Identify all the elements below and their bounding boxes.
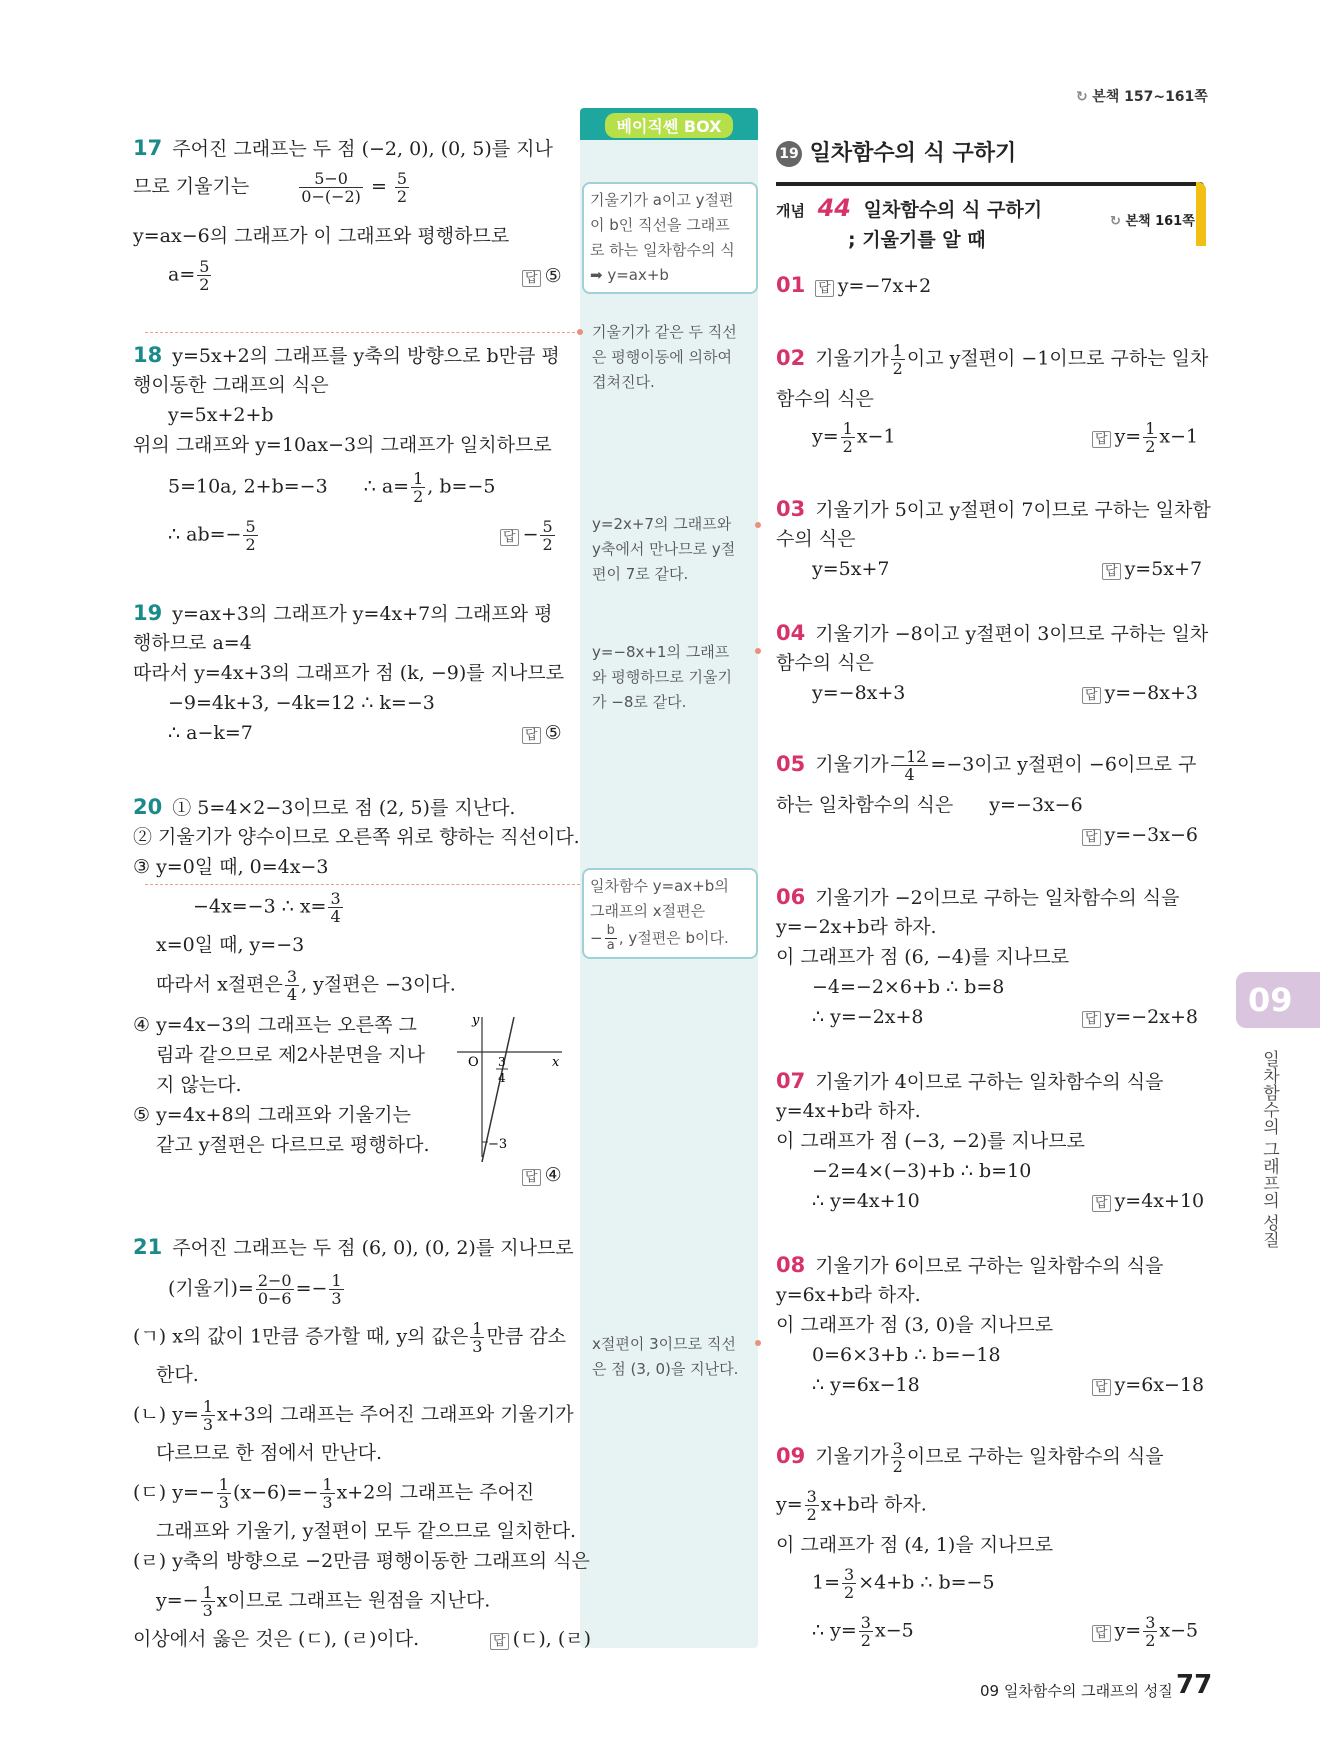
p21-line3: (ㄱ) x의 값이 1만큼 증가할 때, y의 값은 $\frac{1}{3}$ 만큼 감소 bbox=[133, 1319, 566, 1356]
p21-line11: 이상에서 옳은 것은 (ㄷ), (ㄹ)이다. bbox=[133, 1628, 420, 1650]
p03-answer: 답 y=5x+7 bbox=[1102, 554, 1202, 587]
p09-line2: y= $\frac{3}{2}$ x+b라 하자. bbox=[776, 1487, 927, 1524]
p06-line5: ∴ y=−2x+8 bbox=[812, 1006, 924, 1028]
p09-line5: ∴ y= $\frac{3}{2}$ x−5 bbox=[812, 1613, 914, 1650]
x-intercept-num: 3 bbox=[498, 1055, 506, 1069]
answer-box-icon: 답 bbox=[1092, 1625, 1111, 1642]
answer-box-icon: 답 bbox=[522, 270, 541, 287]
p02-line2: 함수의 식은 bbox=[776, 388, 874, 410]
answer-box-icon: 답 bbox=[490, 1633, 509, 1650]
refresh-icon: ↻ bbox=[1076, 89, 1088, 105]
p20-line5: x=0일 때, y=−3 bbox=[156, 934, 305, 956]
problem-04: 04 기울기가 −8이고 y절편이 3이므로 구하는 일차 bbox=[776, 621, 1209, 645]
p21-line8: 그래프와 기울기, y절편이 모두 같으므로 일치한다. bbox=[156, 1520, 577, 1542]
p18-line3: y=5x+2+b bbox=[168, 404, 274, 426]
p09-line4: 1= $\frac{3}{2}$ ×4+b ∴ b=−5 bbox=[812, 1565, 995, 1602]
problem-17: 17 주어진 그래프는 두 점 (−2, 0), (0, 5)를 지나 bbox=[133, 136, 553, 160]
problem-09: 09 기울기가 $\frac{3}{2}$ 이므로 구하는 일차함수의 식을 bbox=[776, 1439, 1164, 1476]
basic-box-note-2: 일차함수 y=ax+b의 그래프의 x절편은 − $\frac{b}{a}$ , y절편은 b이다. bbox=[582, 868, 758, 959]
concept-subtitle: ; 기울기를 알 때 bbox=[848, 229, 986, 251]
p20-graph bbox=[452, 1012, 572, 1162]
p08-answer: 답 y=6x−18 bbox=[1092, 1370, 1204, 1403]
p04-line3: y=−8x+3 bbox=[812, 682, 906, 704]
answer-box-icon: 답 bbox=[1092, 1195, 1111, 1212]
p20-line3: ③ y=0일 때, 0=4x−3 bbox=[133, 856, 329, 878]
p03-line3: y=5x+7 bbox=[812, 558, 890, 580]
p07-line2: y=4x+b라 하자. bbox=[776, 1100, 921, 1122]
p21-line9: (ㄹ) y축의 방향으로 −2만큼 평행이동한 그래프의 식은 bbox=[133, 1550, 590, 1572]
side-note-parallel: 기울기가 같은 두 직선 은 평행이동에 의하여 겹쳐진다. bbox=[592, 323, 737, 391]
page-number: 77 bbox=[1176, 1670, 1213, 1700]
p06-line2: y=−2x+b라 하자. bbox=[776, 916, 937, 938]
answer-box-icon: 답 bbox=[1082, 687, 1101, 704]
p20-answer: 답 ④ bbox=[522, 1160, 562, 1193]
answer-box-icon: 답 bbox=[522, 727, 541, 744]
p20-line9: 지 않는다. bbox=[156, 1074, 242, 1096]
problem-01: 01 답 y=−7x+2 bbox=[776, 273, 932, 297]
p02-answer: 답 y= $\frac{1}{2}$ x−1 bbox=[1092, 420, 1198, 455]
p08-line5: ∴ y=6x−18 bbox=[812, 1374, 920, 1396]
section-title: 19 일차함수의 식 구하기 bbox=[776, 136, 1016, 167]
p20-line4: −4x=−3 ∴ x= $\frac{3}{4}$ bbox=[193, 889, 341, 926]
basic-box-note-1: 기울기가 a이고 y절편 이 b인 직선을 그래프 로 하는 일차함수의 식 ➡ y=ax+b bbox=[582, 182, 758, 294]
p17-line2: 므로 기울기는 $\frac{5-0}{0-(-2)}$ = $\frac{5}{2}$ bbox=[133, 169, 408, 206]
side-note-x-intercept: x절편이 3이므로 직선 은 점 (3, 0)을 지난다. bbox=[592, 1335, 739, 1378]
p04-answer: 답 y=−8x+3 bbox=[1082, 678, 1198, 711]
note-dot bbox=[755, 1340, 761, 1346]
note-connector bbox=[145, 884, 580, 885]
p05-line2: 하는 일차함수의 식은 y=−3x−6 bbox=[776, 794, 1083, 816]
p08-line4: 0=6×3+b ∴ b=−18 bbox=[812, 1344, 1001, 1366]
problem-08: 08 기울기가 6이므로 구하는 일차함수의 식을 bbox=[776, 1253, 1164, 1277]
p18-answer: 답 − $\frac{5}{2}$ bbox=[500, 518, 557, 553]
p19-line2: 행하므로 a=4 bbox=[133, 632, 252, 654]
problem-06: 06 기울기가 −2이므로 구하는 일차함수의 식을 bbox=[776, 885, 1180, 909]
p20-line7: ④ y=4x−3의 그래프는 오른쪽 그 bbox=[133, 1014, 417, 1036]
section-number-badge: 19 bbox=[776, 141, 802, 167]
origin-label: O bbox=[468, 1055, 479, 1070]
p20-line11: 같고 y절편은 다르므로 평행하다. bbox=[156, 1134, 430, 1156]
answer-box-icon: 답 bbox=[1092, 431, 1111, 448]
p07-line3: 이 그래프가 점 (−3, −2)를 지나므로 bbox=[776, 1130, 1085, 1152]
fraction: $\frac{5}{2}$ bbox=[396, 169, 408, 206]
p21-line5: (ㄴ) y= $\frac{1}{3}$ x+3의 그래프는 주어진 그래프와 기울기가 bbox=[133, 1397, 574, 1434]
p07-line5: ∴ y=4x+10 bbox=[812, 1190, 920, 1212]
x-intercept-den: 4 bbox=[498, 1071, 506, 1085]
note-dot bbox=[755, 522, 761, 528]
p21-line7: (ㄷ) y=− $\frac{1}{3}$ (x−6)=− $\frac{1}{3}$ x+2의 그래프는 주어진 bbox=[133, 1475, 535, 1512]
basic-box-title: 베이직쎈 BOX bbox=[580, 108, 758, 140]
problem-21: 21 주어진 그래프는 두 점 (6, 0), (0, 2)를 지나므로 bbox=[133, 1235, 574, 1259]
p19-answer: 답 ⑤ bbox=[522, 718, 562, 751]
p18-line5: 5=10a, 2+b=−3 ∴ a= $\frac{1}{2}$ , b=−5 bbox=[168, 469, 496, 506]
p06-answer: 답 y=−2x+8 bbox=[1082, 1002, 1198, 1035]
p19-line3: 따라서 y=4x+3의 그래프가 점 (k, −9)를 지나므로 bbox=[133, 662, 565, 684]
x-label: x bbox=[552, 1055, 560, 1070]
p19-line4: −9=4k+3, −4k=12 ∴ k=−3 bbox=[168, 692, 435, 714]
answer-box-icon: 답 bbox=[500, 529, 519, 546]
concept-bar-accent bbox=[1196, 182, 1206, 246]
note-connector bbox=[145, 332, 580, 333]
answer-box-icon: 답 bbox=[815, 280, 834, 297]
note-dot bbox=[755, 648, 761, 654]
fraction: $\frac{5-0}{0-(-2)}$ bbox=[301, 169, 361, 206]
p19-line5: ∴ a−k=7 bbox=[168, 722, 253, 744]
concept-ref: ↻ 본책 161쪽 bbox=[1110, 214, 1195, 229]
p09-answer: 답 y= $\frac{3}{2}$ x−5 bbox=[1092, 1614, 1198, 1649]
answer-box-icon: 답 bbox=[522, 1169, 541, 1186]
p20-line6: 따라서 x절편은 $\frac{3}{4}$ , y절편은 −3이다. bbox=[156, 967, 456, 1004]
problem-20: 20 ① 5=4×2−3이므로 점 (2, 5)를 지난다. bbox=[133, 795, 516, 819]
p18-line2: 행이동한 그래프의 식은 bbox=[133, 374, 329, 396]
p20-line10: ⑤ y=4x+8의 그래프와 기울기는 bbox=[133, 1104, 411, 1126]
concept-bar bbox=[776, 182, 1204, 186]
answer-box-icon: 답 bbox=[1082, 1011, 1101, 1028]
p21-answer: 답 (ㄷ), (ㄹ) bbox=[490, 1624, 591, 1657]
p17-line4: a= $\frac{5}{2}$ bbox=[168, 257, 210, 294]
answer-box-icon: 답 bbox=[1102, 563, 1121, 580]
p21-line6: 다르므로 한 점에서 만난다. bbox=[156, 1442, 383, 1464]
problem-19: 19 y=ax+3의 그래프가 y=4x+7의 그래프와 평 bbox=[133, 601, 553, 625]
p07-line4: −2=4×(−3)+b ∴ b=10 bbox=[812, 1160, 1032, 1182]
answer-box-icon: 답 bbox=[1092, 1379, 1111, 1396]
side-note-y-intercept: y=2x+7의 그래프와 y축에서 만나므로 y절 편이 7로 같다. bbox=[592, 515, 736, 583]
side-note-slope: y=−8x+1의 그래프 와 평행하므로 기울기 가 −8로 같다. bbox=[592, 643, 732, 711]
p04-line2: 함수의 식은 bbox=[776, 652, 874, 674]
answer-box-icon: 답 bbox=[1082, 829, 1101, 846]
p20-line2: ② 기울기가 양수이므로 오른쪽 위로 향하는 직선이다. bbox=[133, 826, 580, 848]
p08-line2: y=6x+b라 하자. bbox=[776, 1284, 921, 1306]
p21-line10: y=− $\frac{1}{3}$ x이므로 그래프는 원점을 지난다. bbox=[156, 1583, 491, 1620]
y-label: y bbox=[472, 1013, 480, 1028]
p09-line3: 이 그래프가 점 (4, 1)을 지나므로 bbox=[776, 1534, 1054, 1556]
p17-answer: 답 ⑤ bbox=[522, 261, 562, 294]
footer-chapter: 09 일차함수의 그래프의 성질 bbox=[980, 1682, 1173, 1700]
p20-line8: 림과 같으므로 제2사분면을 지나 bbox=[156, 1044, 425, 1066]
concept-header: 개념 44 일차함수의 식 구하기 bbox=[776, 194, 1043, 222]
p18-line6: ∴ ab=− $\frac{5}{2}$ bbox=[168, 517, 256, 554]
chapter-tab-label: 일차함수의 그래프의 성질 bbox=[1259, 1050, 1279, 1248]
refresh-icon: ↻ bbox=[1110, 214, 1121, 229]
chapter-tab[interactable]: 09 bbox=[1236, 972, 1320, 1028]
problem-05: 05 기울기가 $\frac{-12}{4}$ =−3이고 y절편이 −6이므로 구 bbox=[776, 747, 1197, 784]
p18-line4: 위의 그래프와 y=10ax−3의 그래프가 일치하므로 bbox=[133, 434, 552, 456]
p06-line3: 이 그래프가 점 (6, −4)를 지나므로 bbox=[776, 946, 1070, 968]
p06-line4: −4=−2×6+b ∴ b=8 bbox=[812, 976, 1005, 998]
note-dot bbox=[577, 329, 583, 335]
p21-line4: 한다. bbox=[156, 1364, 199, 1386]
header-ref: ↻ 본책 157~161쪽 bbox=[1076, 89, 1208, 105]
p08-line3: 이 그래프가 점 (3, 0)을 지나므로 bbox=[776, 1314, 1054, 1336]
p02-line3: y= $\frac{1}{2}$ x−1 bbox=[812, 419, 896, 456]
problem-07: 07 기울기가 4이므로 구하는 일차함수의 식을 bbox=[776, 1069, 1164, 1093]
y-intercept-label: −3 bbox=[488, 1137, 508, 1152]
p17-line3: y=ax−6의 그래프가 이 그래프와 평행하므로 bbox=[133, 225, 510, 247]
problem-18: 18 y=5x+2의 그래프를 y축의 방향으로 b만큼 평 bbox=[133, 343, 560, 367]
problem-02: 02 기울기가 $\frac{1}{2}$ 이고 y절편이 −1이므로 구하는 일차 bbox=[776, 341, 1209, 378]
p07-answer: 답 y=4x+10 bbox=[1092, 1186, 1204, 1219]
p03-line2: 수의 식은 bbox=[776, 528, 856, 550]
problem-03: 03 기울기가 5이고 y절편이 7이므로 구하는 일차함 bbox=[776, 497, 1211, 521]
p05-answer: 답 y=−3x−6 bbox=[1082, 820, 1198, 853]
p21-line2: (기울기)= $\frac{2-0}{0-6}$ =− $\frac{1}{3}$ bbox=[168, 1271, 342, 1308]
